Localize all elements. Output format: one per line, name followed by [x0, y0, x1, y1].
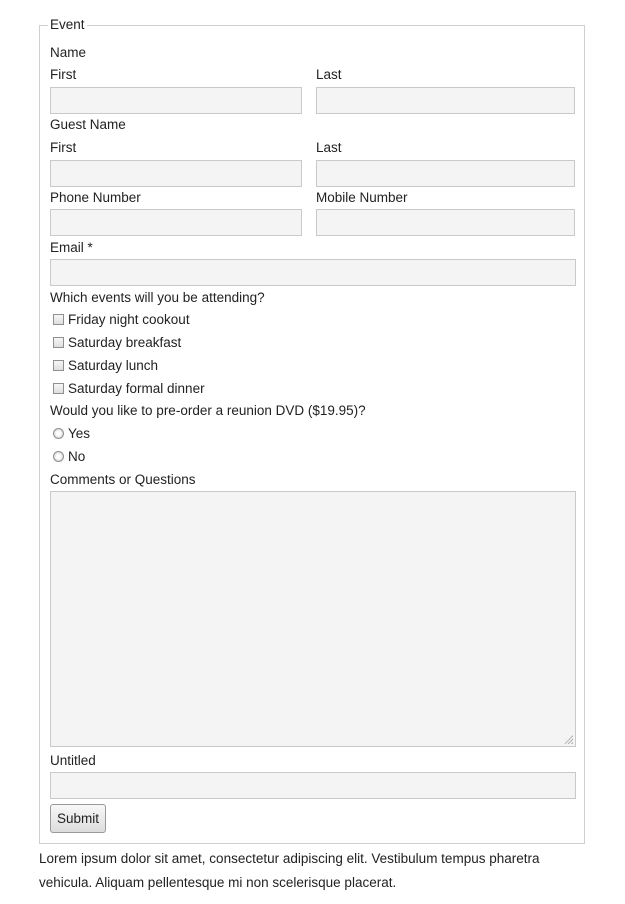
checkbox-saturday-formal-dinner[interactable]: [53, 383, 64, 394]
guest-last-input[interactable]: [316, 160, 575, 187]
name-last-label: Last: [316, 67, 342, 82]
name-first-label: First: [50, 67, 77, 82]
checkbox-label[interactable]: Saturday breakfast: [68, 335, 182, 350]
events-question: Which events will you be attending?: [50, 290, 265, 305]
mobile-input[interactable]: [316, 209, 575, 236]
radio-label[interactable]: No: [68, 449, 86, 464]
name-last-input[interactable]: [316, 87, 575, 114]
untitled-label: Untitled: [50, 753, 96, 768]
guest-first-input[interactable]: [50, 160, 302, 187]
phone-label: Phone Number: [50, 190, 141, 205]
phone-input[interactable]: [50, 209, 302, 236]
comments-textarea[interactable]: [50, 491, 576, 747]
guest-last-label: Last: [316, 140, 342, 155]
name-first-input[interactable]: [50, 87, 302, 114]
checkbox-label[interactable]: Saturday formal dinner: [68, 381, 205, 396]
mobile-label: Mobile Number: [316, 190, 408, 205]
fieldset-legend: Event: [50, 17, 85, 32]
checkbox-friday-night-cookout[interactable]: [53, 314, 64, 325]
checkbox-label[interactable]: Friday night cookout: [68, 312, 190, 327]
submit-button[interactable]: Submit: [50, 804, 106, 833]
radio-label[interactable]: Yes: [68, 426, 91, 441]
footer-paragraph: Lorem ipsum dolor sit amet, consectetur adipiscing elit. Vestibulum tempus pharetra vehicula. Aliquam pellentesque mi non scelerisque placerat.: [39, 851, 540, 890]
checkbox-saturday-lunch[interactable]: [53, 360, 64, 371]
guest-first-label: First: [50, 140, 77, 155]
dvd-question: Would you like to pre-order a reunion DVD ($19.95)?: [50, 403, 366, 418]
radio-dvd-yes[interactable]: [53, 428, 64, 439]
comments-label: Comments or Questions: [50, 472, 196, 487]
checkbox-label[interactable]: Saturday lunch: [68, 358, 159, 373]
radio-dvd-no[interactable]: [53, 451, 64, 462]
resize-grip-icon[interactable]: [563, 734, 573, 744]
email-label: Email *: [50, 240, 93, 255]
checkbox-saturday-breakfast[interactable]: [53, 337, 64, 348]
guest-name-label: Guest Name: [50, 117, 126, 132]
email-input[interactable]: [50, 259, 576, 286]
untitled-input[interactable]: [50, 772, 576, 799]
name-label: Name: [50, 45, 87, 60]
